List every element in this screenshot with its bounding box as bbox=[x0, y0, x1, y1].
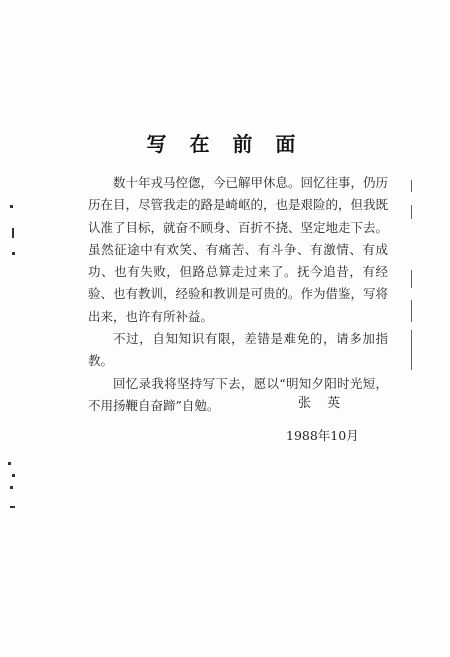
author-signature: 张 英 bbox=[298, 396, 347, 411]
paragraph-2: 不过，自知知识有限，差错是难免的，请多加指教。 bbox=[88, 331, 388, 369]
preface-body bbox=[88, 172, 388, 417]
scan-mark bbox=[12, 228, 14, 238]
paragraph-3: 回忆录我将坚持写下去，愿以“明知夕阳时光短，不用扬鞭自奋蹄”自勉。 bbox=[88, 375, 388, 413]
scan-edge-line bbox=[411, 205, 412, 219]
scan-mark bbox=[12, 474, 15, 477]
date-line: 1988年10月 bbox=[286, 428, 359, 443]
scan-mark bbox=[8, 462, 11, 465]
scan-edge-line bbox=[411, 180, 412, 192]
scan-mark bbox=[10, 506, 15, 508]
scan-mark bbox=[12, 252, 15, 255]
page-title: 写 在 前 面 bbox=[146, 132, 304, 156]
scan-mark bbox=[10, 205, 13, 208]
scan-edge-line bbox=[411, 300, 412, 322]
scan-mark bbox=[10, 486, 13, 489]
scan-edge-line bbox=[411, 270, 412, 288]
scan-edge-line bbox=[411, 330, 412, 370]
paragraph-1: 数十年戎马倥偬，今已解甲休息。回忆往事，仍历历在目，尽管我走的路是崎岖的，也是艰险的，但我既认准了目标，就奋不顾身、百折不挠、坚定地走下去。虽然征途中有欢笑、有痛苦、有斗争、有激情、有成功、也有失败，但路总算走过来了。抚今追昔，有经验、也有教训，经验和教训是可贵的。作为借鉴，写将出来，也许有所补益。 bbox=[88, 175, 389, 324]
